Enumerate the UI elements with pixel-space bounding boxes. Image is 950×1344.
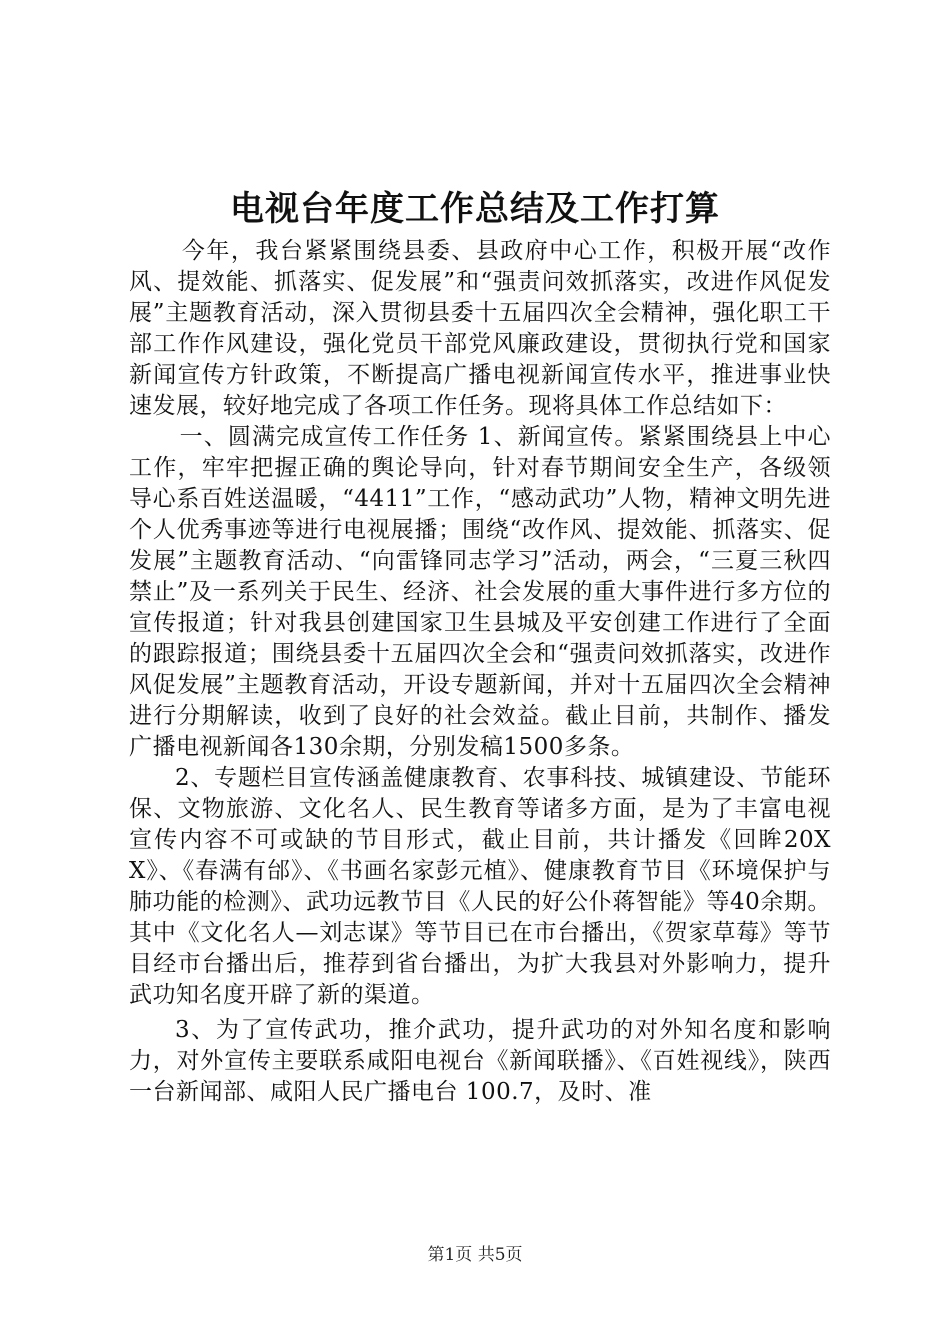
paragraph-news-publicity: 一、圆满完成宣传工作任务 1、新闻宣传。紧紧围绕县上中心工作，牢牢把握正确的舆论导向，针对春节期间安全生产，各级领导心系百姓送温暖，“4411”工作，“感动武功”人物，精神文明先进个人优秀事迹等进行电视展播；围绕“改作风、提效能、抓落实、促发展”主题教育活动、“向雷锋同志学习”活动，两会，“三夏三秋四禁止”及一系列关于民生、经济、社会发展的重大事件进行多方位的宣传报道；针对我县创建国家卫生县城及平安创建工作进行了全面的跟踪报道；围绕县委十五届四次全会和“强责问效抓落实，改进作风促发展”主题教育活动，开设专题新闻，并对十五届四次全会精神进行分期解读，收到了良好的社会效益。截止目前，共制作、播发广播电视新闻各130余期，分别发稿1500多条。 xyxy=(129,424,831,760)
paragraph-external-publicity: 3、为了宣传武功，推介武功，提升武功的对外知名度和影响力，对外宣传主要联系咸阳电视台《新闻联播》、《百姓视线》，陕西一台新闻部、咸阳人民广播电台 100.7，及时、准 xyxy=(129,1017,831,1105)
paragraph-special-programs: 2、专题栏目宣传涵盖健康教育、农事科技、城镇建设、节能环保、文物旅游、文化名人、民生教育等诸多方面，是为了丰富电视宣传内容不可或缺的节目形式，截止目前，共计播发《回眸20XX》、《春满有邰》、《书画名家彭元植》、健康教育节目《环境保护与肺功能的检测》、武功远教节目《人民的好公仆蒋智能》等40余期。其中《文化名人—刘志谋》等节目已在市台播出，《贺家草莓》等节目经市台播出后，推荐到省台播出，为扩大我县对外影响力，提升武功知名度开辟了新的渠道。 xyxy=(129,765,831,1008)
paragraph-intro: 今年，我台紧紧围绕县委、县政府中心工作，积极开展“改作风、提效能、抓落实、促发展”和“强责问效抓落实，改进作风促发展”主题教育活动，深入贯彻县委十五届四次全会精神，强化职工干部工作作风建设，强化党员干部党风廉政建设，贯彻执行党和国家新闻宣传方针政策，不断提高广播电视新闻宣传水平，推进事业快速发展，较好地完成了各项工作任务。现将具体工作总结如下： xyxy=(129,238,831,419)
document-title: 电视台年度工作总结及工作打算 xyxy=(230,189,720,229)
document-body xyxy=(129,236,831,1108)
page-footer: 第1页 共5页 xyxy=(427,1245,523,1265)
